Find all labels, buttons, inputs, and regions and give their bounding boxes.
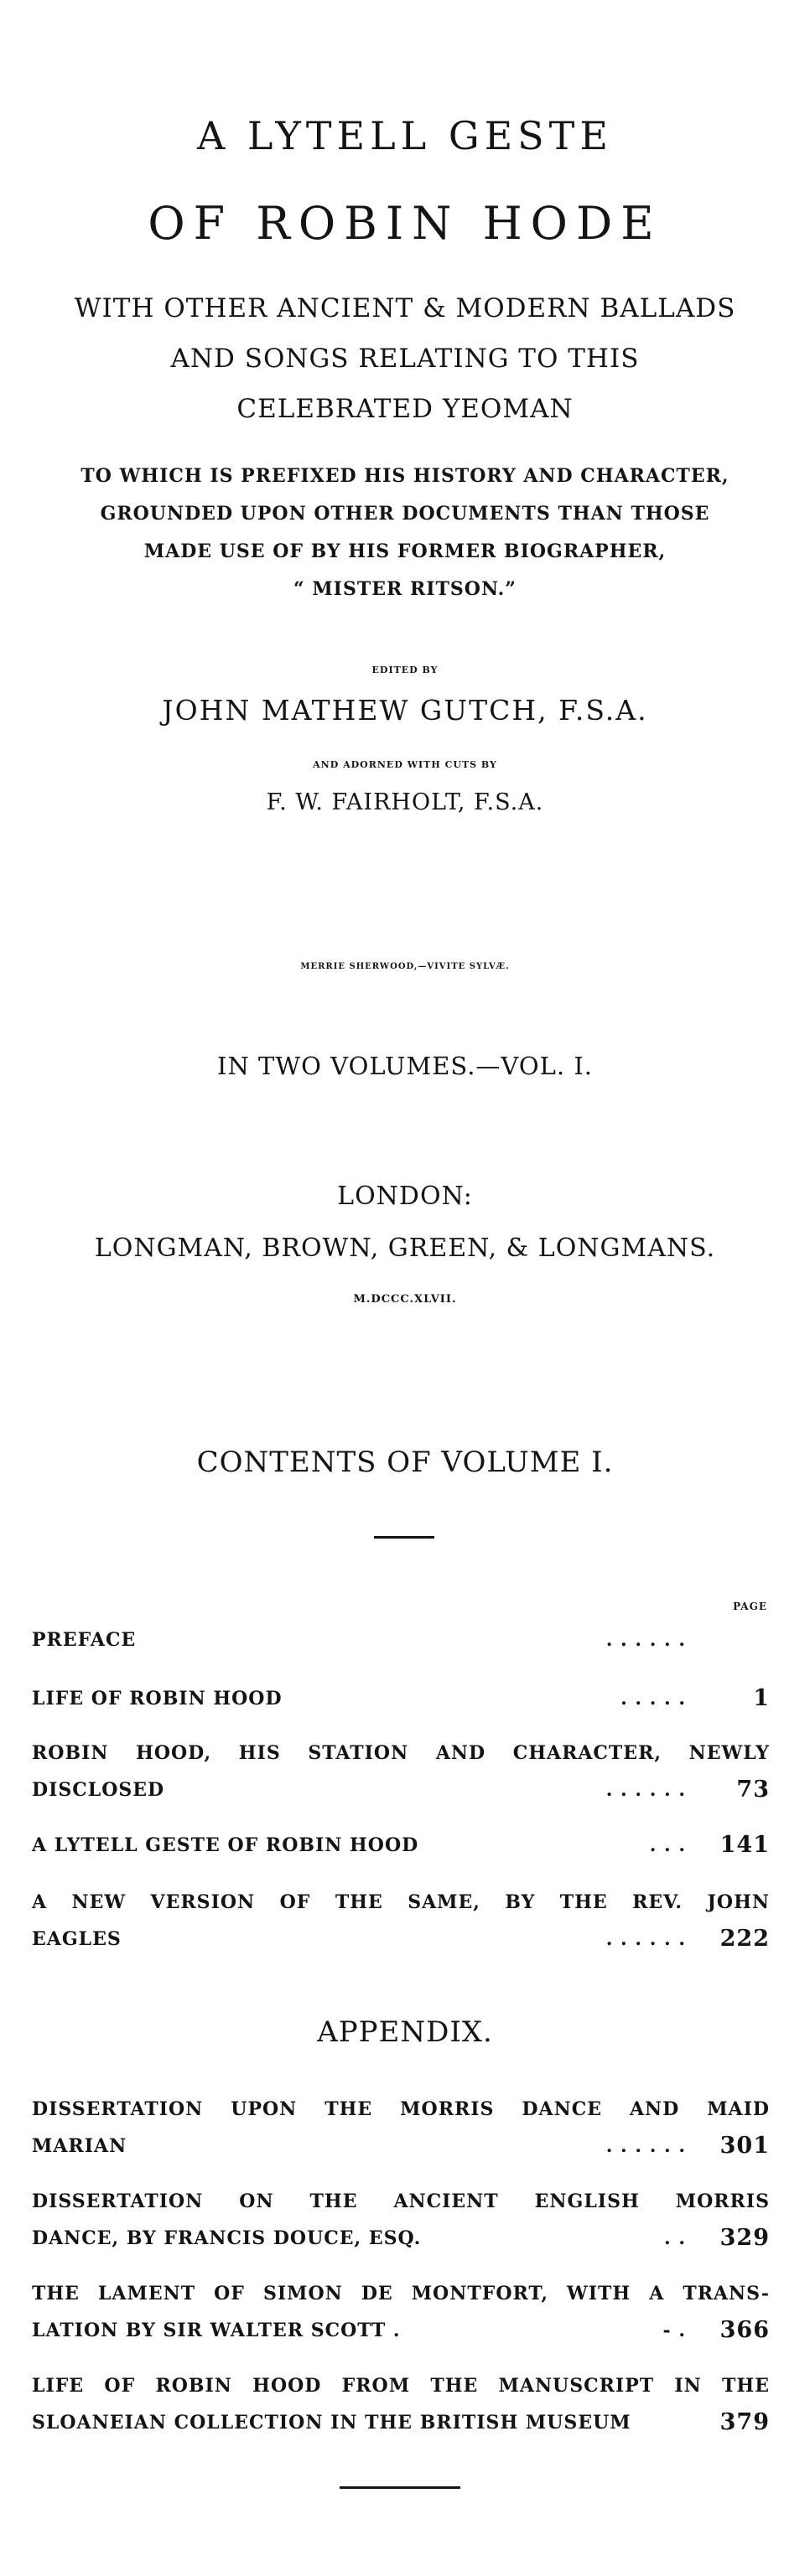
appendix-entry-continuation: SLOANEIAN COLLECTION IN THE BRITISH MUSEUM bbox=[32, 2412, 631, 2434]
toc-page-number: 141 bbox=[719, 1832, 770, 1858]
toc-entry bbox=[32, 1827, 770, 1864]
page-column-label: PAGE bbox=[733, 1601, 767, 1612]
toc-leader-dots: . . . . . . bbox=[605, 2135, 686, 2157]
toc-entry-title: ROBIN HOOD, HIS STATION AND CHARACTER, NEWLY bbox=[32, 1742, 770, 1764]
appendix-heading: APPENDIX. bbox=[317, 2015, 493, 2049]
appendix-entry bbox=[32, 2183, 770, 2257]
appendix-entry bbox=[32, 2275, 770, 2349]
closing-rule bbox=[340, 2486, 460, 2489]
appendix-entry-continuation: MARIAN bbox=[32, 2135, 127, 2157]
appendix-entry-title: THE LAMENT OF SIMON DE MONTFORT, WITH A TRANS- bbox=[32, 2283, 770, 2304]
toc-entry-title: A LYTELL GESTE OF ROBIN HOOD bbox=[32, 1834, 419, 1856]
book-title-line-2: OF ROBIN HODE bbox=[148, 197, 662, 250]
toc-page-number: 1 bbox=[753, 1685, 770, 1711]
prefix-line-2: GROUNDED UPON OTHER DOCUMENTS THAN THOSE bbox=[100, 503, 710, 525]
appendix-entry-continuation: DANCE, BY FRANCIS DOUCE, ESQ. bbox=[32, 2227, 422, 2249]
motto: MERRIE SHERWOOD,—VIVITE SYLVÆ. bbox=[300, 962, 510, 971]
appendix-entry-title: LIFE OF ROBIN HOOD FROM THE MANUSCRIPT IN THE bbox=[32, 2375, 770, 2397]
imprint-city: LONDON: bbox=[337, 1182, 473, 1211]
editor-name: JOHN MATHEW GUTCH, F.S.A. bbox=[162, 694, 648, 727]
toc-entry-title: LIFE OF ROBIN HOOD bbox=[32, 1688, 283, 1710]
illustrator-name: F. W. FAIRHOLT, F.S.A. bbox=[266, 789, 544, 815]
appendix-entry bbox=[32, 2367, 770, 2441]
publisher: LONGMAN, BROWN, GREEN, & LONGMANS. bbox=[94, 1234, 716, 1263]
subtitle-line-1: WITH OTHER ANCIENT & MODERN BALLADS bbox=[74, 293, 736, 323]
appendix-entry bbox=[32, 2091, 770, 2165]
toc-entry bbox=[32, 1884, 770, 1958]
toc-leader-dots: . . . . . . bbox=[605, 1779, 686, 1801]
toc-page-number: 222 bbox=[719, 1926, 770, 1952]
contents-heading: CONTENTS OF VOLUME I. bbox=[196, 1446, 614, 1479]
toc-entry bbox=[32, 1622, 770, 1658]
toc-leader-dots: . . bbox=[664, 2227, 686, 2249]
toc-entry-continuation: EAGLES bbox=[32, 1928, 122, 1950]
toc-entry bbox=[32, 1735, 770, 1808]
toc-entry-continuation: DISCLOSED bbox=[32, 1779, 165, 1801]
adorned-by-label: AND ADORNED WITH CUTS BY bbox=[313, 759, 497, 770]
prefix-line-4: “ MISTER RITSON.” bbox=[293, 578, 517, 600]
book-title-line-1: A LYTELL GESTE bbox=[197, 113, 613, 158]
toc-leader-dots: . . . . . . bbox=[605, 1928, 686, 1950]
publication-date: M.DCCC.XLVII. bbox=[353, 1293, 457, 1306]
prefix-line-3: MADE USE OF BY HIS FORMER BIOGRAPHER, bbox=[143, 541, 667, 562]
toc-leader-dots: - . bbox=[662, 2320, 686, 2341]
section-divider bbox=[374, 1536, 434, 1539]
appendix-entry-continuation: LATION BY SIR WALTER SCOTT . bbox=[32, 2320, 401, 2341]
edited-by-label: EDITED BY bbox=[371, 665, 439, 675]
appendix-entry-title: DISSERTATION UPON THE MORRIS DANCE AND MAID bbox=[32, 2098, 770, 2120]
toc-page-number: 379 bbox=[719, 2409, 770, 2435]
toc-entry bbox=[32, 1680, 770, 1717]
toc-page-number: 366 bbox=[719, 2317, 770, 2343]
prefix-line-1: TO WHICH IS PREFIXED HIS HISTORY AND CHARACTER, bbox=[80, 465, 730, 487]
toc-leader-dots: . . . . . . bbox=[605, 1629, 686, 1651]
toc-leader-dots: . . . . . bbox=[620, 1688, 686, 1710]
toc-page-number: 301 bbox=[719, 2133, 770, 2159]
toc-leader-dots: . . . bbox=[649, 1834, 686, 1856]
toc-entry-title: PREFACE bbox=[32, 1629, 137, 1651]
subtitle-line-3: CELEBRATED YEOMAN bbox=[236, 394, 574, 424]
subtitle-line-2: AND SONGS RELATING TO THIS bbox=[170, 344, 640, 374]
toc-page-number: 73 bbox=[736, 1777, 770, 1803]
toc-entry-title: A NEW VERSION OF THE SAME, BY THE REV. JOHN bbox=[32, 1891, 770, 1913]
appendix-entry-title: DISSERTATION ON THE ANCIENT ENGLISH MORRIS bbox=[32, 2191, 770, 2212]
volume-statement: IN TWO VOLUMES.—VOL. I. bbox=[216, 1052, 593, 1080]
toc-page-number: 329 bbox=[719, 2225, 770, 2251]
